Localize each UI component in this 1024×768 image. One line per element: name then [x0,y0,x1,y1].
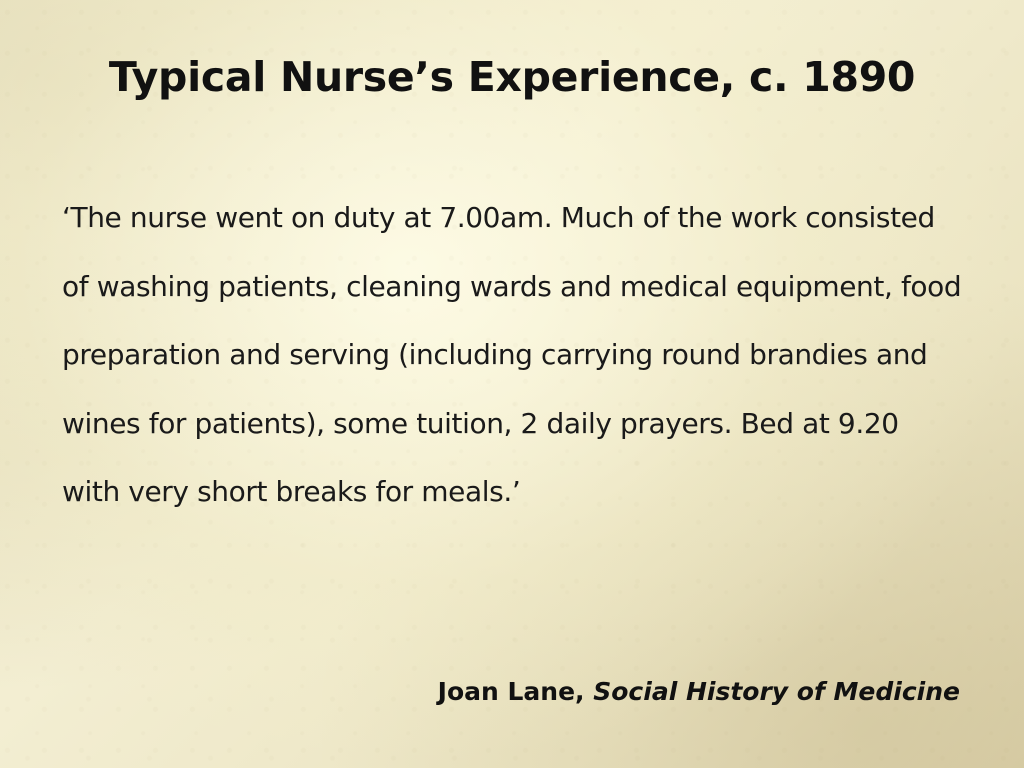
citation-work: Social History of Medicine [593,677,960,706]
citation-author: Joan Lane, [437,677,594,706]
quote-body: ‘The nurse went on duty at 7.00am. Much of the work consisted of washing patients, cleaning wards and medical equipment, food preparation and serving (including carrying round brandies and wines for patients), some tuition, 2 daily prayers. Bed at 9.20 with very short breaks for meals.’ [62,201,962,508]
citation [438,672,960,712]
slide-title: Typical Nurse’s Experience, c. 1890 [108,53,916,101]
